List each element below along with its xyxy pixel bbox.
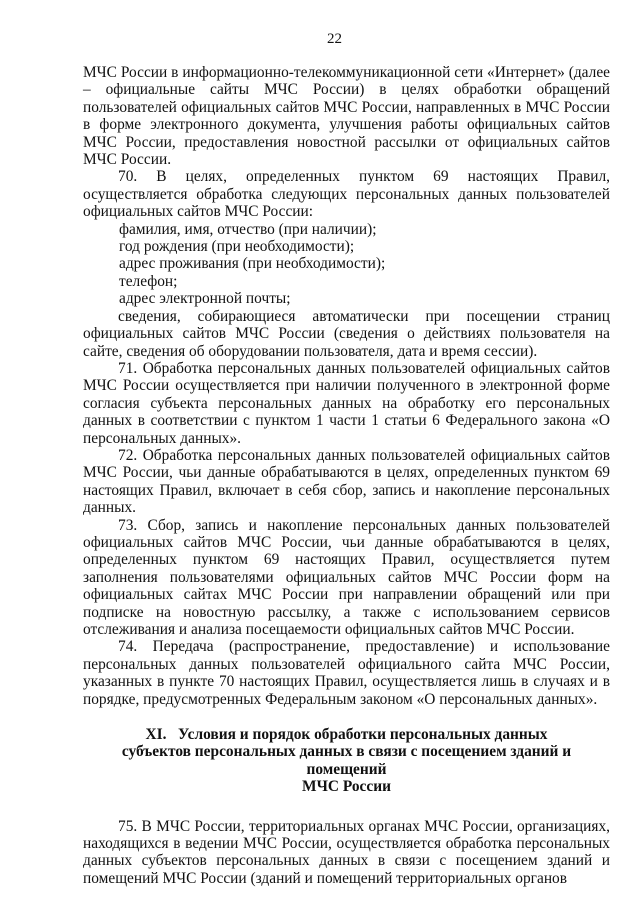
section-heading bbox=[83, 726, 610, 796]
list-item: адрес проживания (при необходимости); bbox=[119, 255, 386, 273]
paragraph-auto-data: сведения, собирающиеся автоматически при посещении страниц официальных сайтов МЧС России (сведения о действиях пользователя на сайте, сведения об оборудовании пользователя, дата и время сессии). bbox=[83, 307, 610, 360]
paragraph-74: 74. Передача (распространение, предоставление) и использование персональных данных пользователей официального сайта МЧС России, указанных в пункте 70 настоящих Правил, осуществляется лишь в случаях и в порядке, предусмотренных Федеральным законом «О персональных данных». bbox=[83, 638, 610, 708]
paragraph-70: 70. В целях, определенных пунктом 69 настоящих Правил, осуществляется обработка следующих персональных данных пользователей официальных сайтов МЧС России: bbox=[83, 168, 610, 221]
paragraph-71: 71. Обработка персональных данных пользователей официальных сайтов МЧС России осуществляется при наличии полученного в электронной форме согласия субъекта персональных данных на обработку его персональных данных в соответствии с пунктом 1 части 1 статьи 6 Федерального закона «О персональных данных». bbox=[83, 359, 610, 447]
list-item: фамилия, имя, отчество (при наличии); bbox=[119, 220, 377, 238]
list-item: адрес электронной почты; bbox=[119, 290, 291, 308]
paragraph-73: 73. Сбор, запись и накопление персональных данных пользователей официальных сайтов МЧС России, чьи данные обрабатываются в целях, определенных пунктом 69 настоящих Правил, осуществляется путем заполнения пользователями официальных сайтов МЧС России форм на официальных сайтах МЧС России при направлении обращений или при подписке на новостную рассылку, а также с использованием сервисов отслеживания и анализа посещаемости официальных сайтов МЧС России. bbox=[83, 516, 610, 638]
list-item: год рождения (при необходимости); bbox=[119, 238, 355, 256]
paragraph-72: 72. Обработка персональных данных пользователей официальных сайтов МЧС России, чьи данные обрабатываются в целях, определенных пунктом 69 настоящих Правил, включает в себя сбор, запись и накопление персональных данных. bbox=[83, 446, 610, 517]
page-number: 22 bbox=[327, 31, 342, 47]
list-item: телефон; bbox=[119, 272, 178, 290]
section-heading-line1: XI. Условия и порядок обработки персональных данных bbox=[145, 726, 548, 744]
section-heading-line3: МЧС России bbox=[302, 778, 391, 796]
paragraph-75: 75. В МЧС России, территориальных органах МЧС России, организациях, находящихся в ведении МЧС России, осуществляется обработка персональных данных субъектов персональных данных в связи с посещением зданий и помещений МЧС России (зданий и помещений территориальных органов bbox=[83, 817, 610, 887]
paragraph-continuation: МЧС России в информационно-телекоммуникационной сети «Интернет» (далее – официальные сайты МЧС России) в целях обработки обращений пользователей официальных сайтов МЧС России, направленных в МЧС России в форме электронного документа, улучшения работы официальных сайтов МЧС России, предоставления новостной рассылки от официальных сайтов МЧС России. bbox=[83, 64, 610, 169]
section-heading-line2: субъектов персональных данных в связи с посещением зданий и помещений bbox=[121, 743, 572, 778]
